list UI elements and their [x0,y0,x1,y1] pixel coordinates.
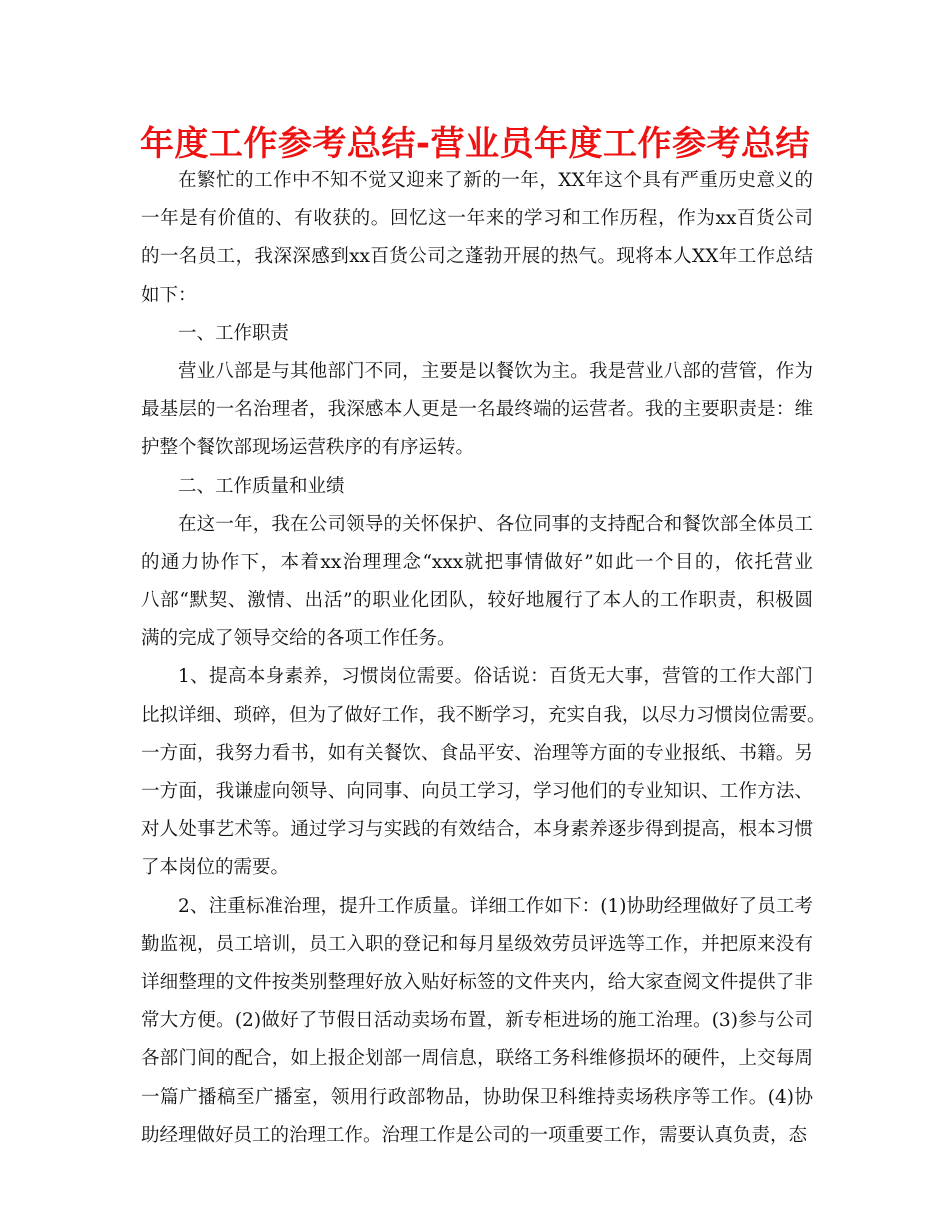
text-line: 比拟详细、琐碎，但为了做好工作，我不断学习，充实自我，以尽力习惯岗位需要。 [141,704,826,726]
text-line: 详细整理的文件按类别整理好放入贴好标签的文件夹内，给大家查阅文件提供了非 [141,971,813,993]
text-line: 在这一年，我在公司领导的关怀保护、各位同事的支持配合和餐饮部全体员工 [178,513,813,535]
text-line: 的一名员工，我深深感到xx百货公司之蓬勃开展的热气。现将本人XX年工作总结 [141,246,813,268]
text-line: 最基层的一名治理者，我深感本人更是一名最终端的运营者。我的主要职责是：维 [141,399,813,421]
text-line: 八部“默契、激情、出活”的职业化团队，较好地履行了本人的工作职责，积极圆 [141,590,813,612]
text-line: 助经理做好员工的治理工作。治理工作是公司的一项重要工作，需要认真负责，态 [141,1124,808,1146]
text-line: 在繁忙的工作中不知不觉又迎来了新的一年，XX年这个具有严重历史意义的 [178,170,813,191]
text-line: 勤监视，员工培训，员工入职的登记和每月星级效劳员评选等工作，并把原来没有 [141,933,813,955]
text-line: 一方面，我谦虚向领导、向同事、向员工学习，学习他们的专业知识、工作方法、 [141,781,813,802]
text-line: 的通力协作下，本着xx治理理念“xxx就把事情做好”如此一个目的，依托营业 [141,551,813,573]
document-body [141,162,826,1155]
text-line: 对人处事艺术等。通过学习与实践的有效结合，本身素养逐步得到提高，根本习惯 [141,819,813,841]
text-line: 一、工作职责 [178,322,290,344]
text-line: 满的完成了领导交给的各项工作任务。 [141,628,456,650]
text-line: 了本岗位的需要。 [141,857,290,879]
document-title: 年度工作参考总结-营业员年度工作参考总结 [139,124,811,164]
text-line: 一年是有价值的、有收获的。回忆这一年来的学习和工作历程，作为xx百货公司 [141,208,813,230]
text-line: 一篇广播稿至广播室，领用行政部物品，协助保卫科维持卖场秩序等工作。(4)协 [141,1086,813,1108]
text-line: 1、提高本身素养，习惯岗位需要。俗话说：百货无大事，营管的工作大部门 [178,666,813,688]
text-line: 一方面，我努力看书，如有关餐饮、食品平安、治理等方面的专业报纸、书籍。另 [141,742,813,764]
text-line: 营业八部是与其他部门不同，主要是以餐饮为主。我是营业八部的营管，作为 [178,360,813,382]
text-line: 护整个餐饮部现场运营秩序的有序运转。 [141,437,475,459]
text-line: 如下： [141,284,197,306]
text-line: 常大方便。(2)做好了节假日活动卖场布置，新专柜进场的施工治理。(3)参与公司 [141,1010,813,1032]
text-line: 各部门间的配合，如上报企划部一周信息，联络工务科维修损坏的硬件，上交每周 [141,1048,813,1070]
text-line: 2、注重标准治理，提升工作质量。详细工作如下：(1)协助经理做好了员工考 [178,895,813,917]
text-line: 二、工作质量和业绩 [178,475,345,497]
